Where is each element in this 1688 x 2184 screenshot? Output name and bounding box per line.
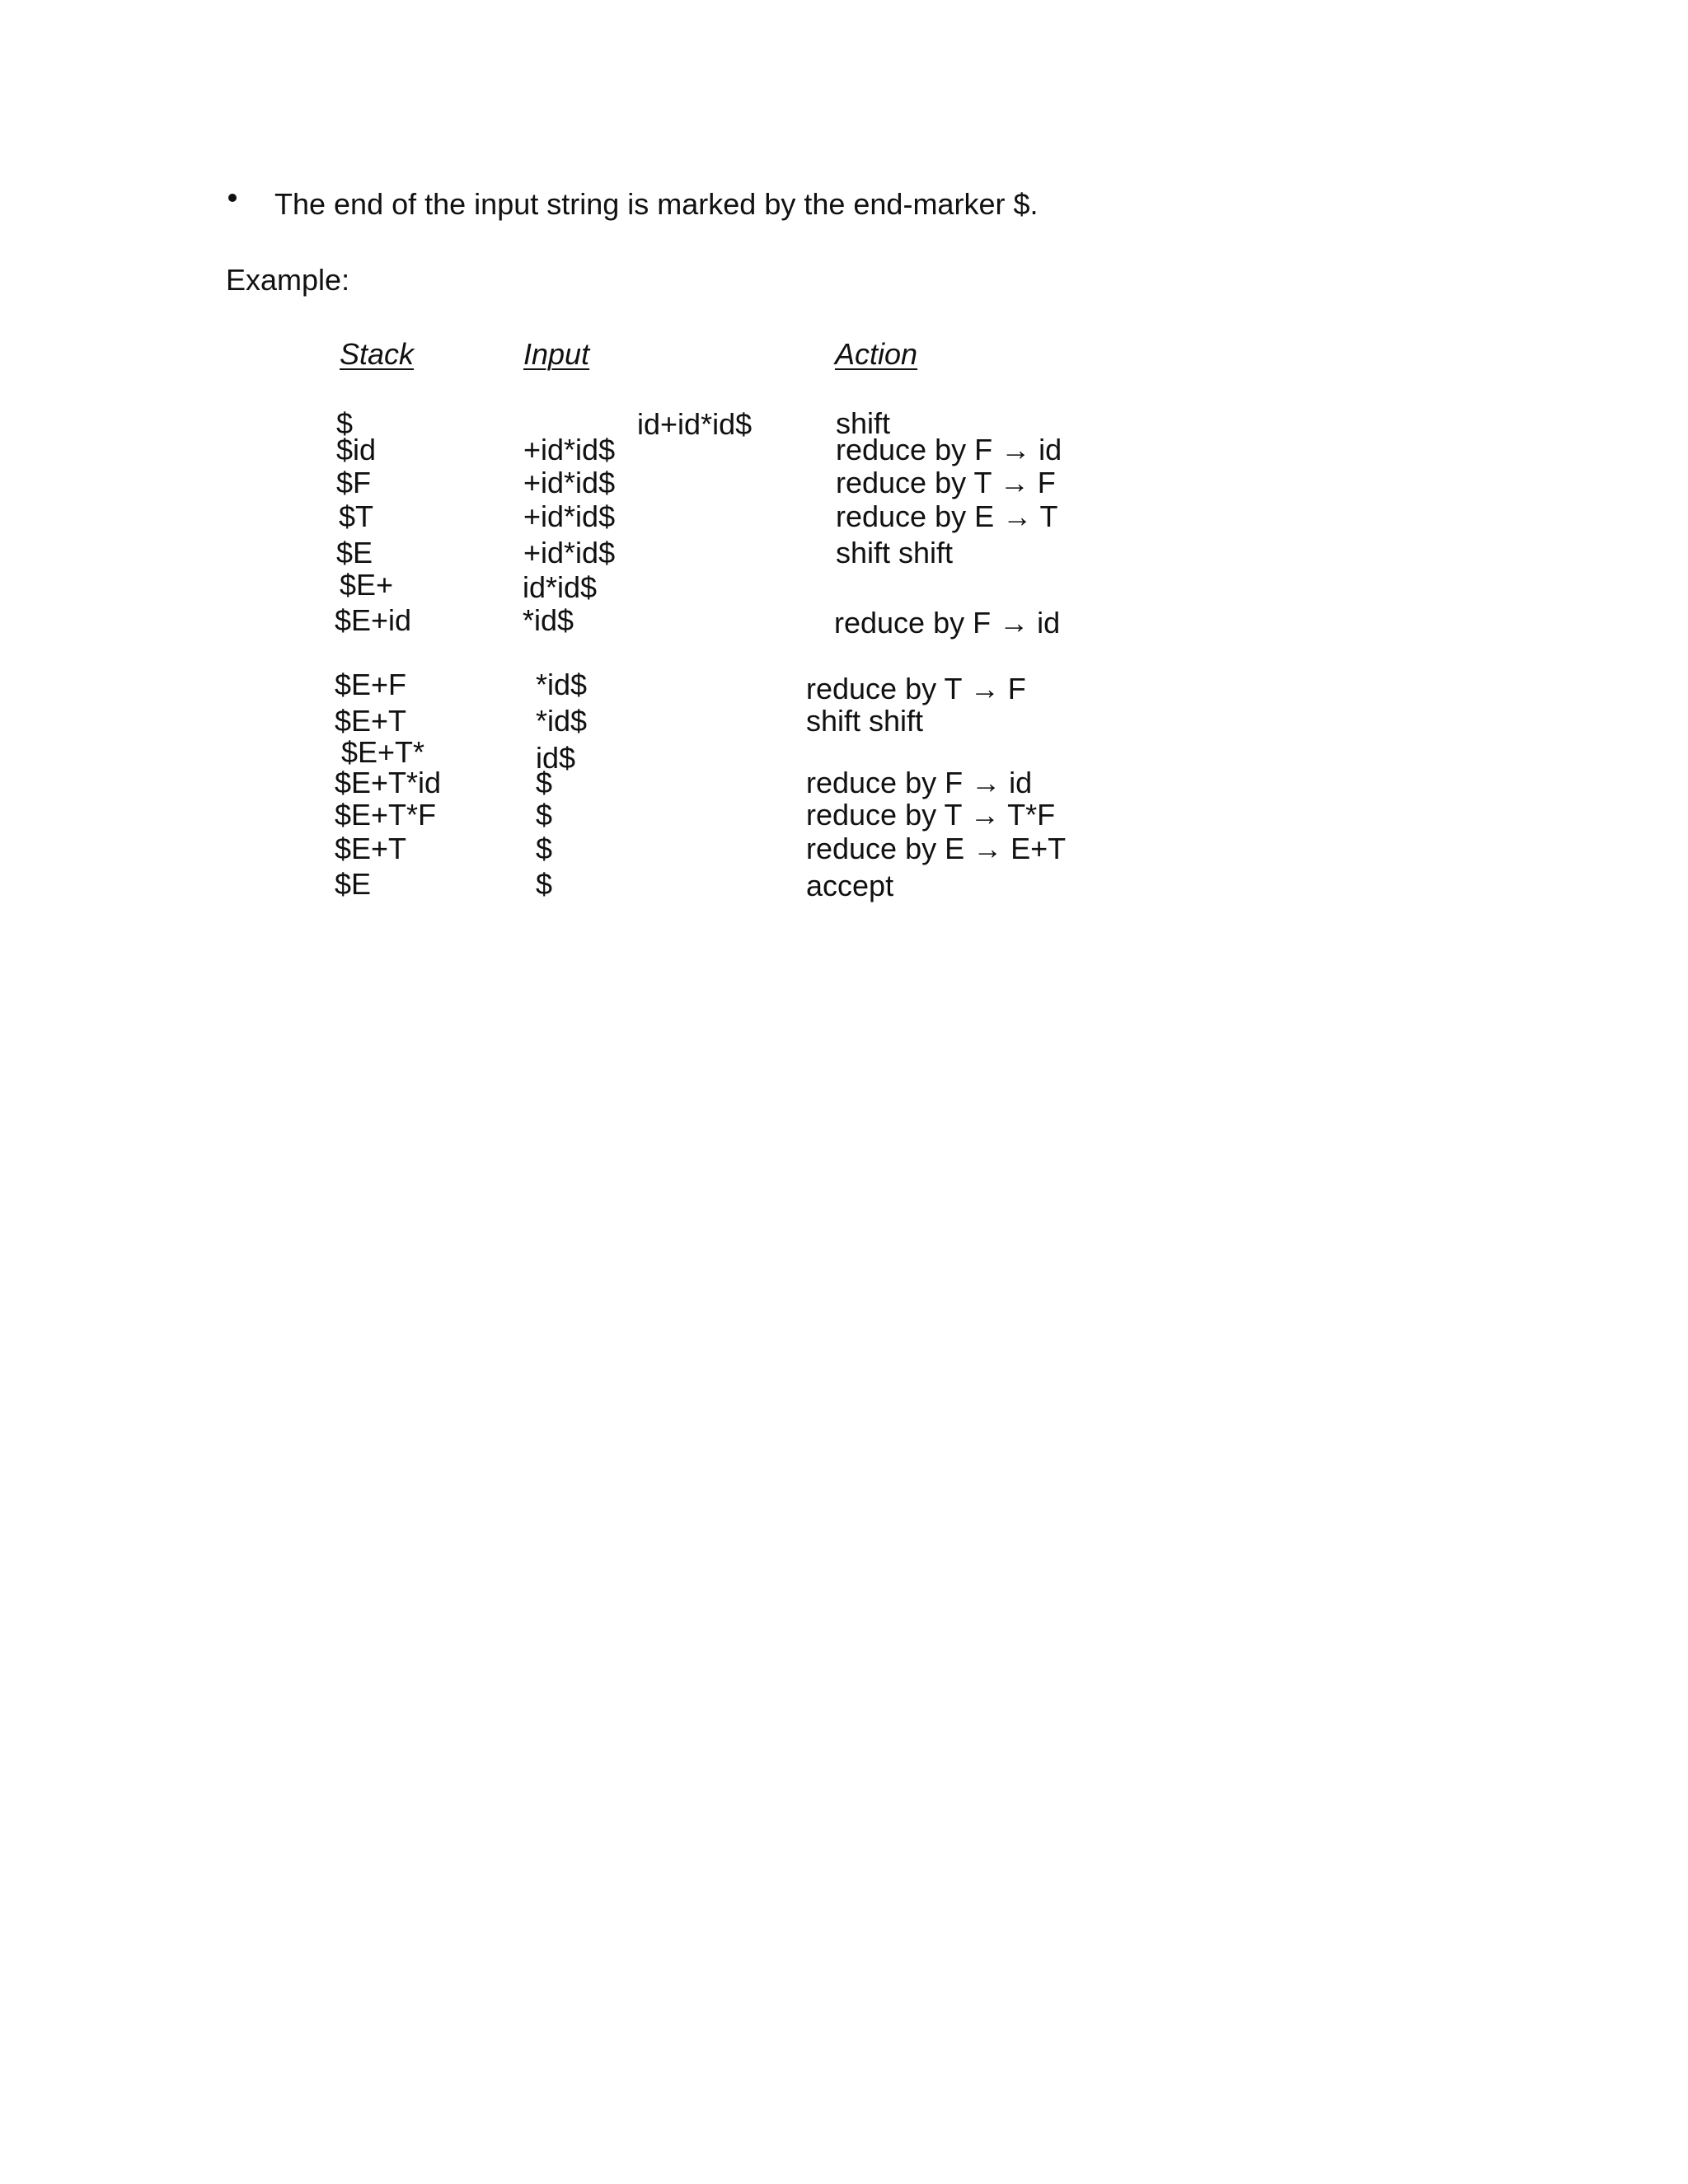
header-action: Action <box>835 337 918 371</box>
row-action: shift shift <box>836 536 954 569</box>
bullet-text: The end of the input string is marked by the end-marker $. <box>274 187 1039 221</box>
row-stack: $ <box>336 406 354 440</box>
row-input: *id$ <box>536 704 588 738</box>
row-input: *id$ <box>523 603 574 637</box>
row-action: reduce by E → T <box>836 499 1058 533</box>
row-action: shift shift <box>806 704 924 738</box>
row-stack: $E+T* <box>341 735 425 769</box>
row-stack: $E+T*id <box>335 766 442 799</box>
first-row-input: id+id*id$ <box>637 407 753 441</box>
row-stack: $id <box>336 433 377 466</box>
row-action: reduce by E → E+T <box>806 832 1067 865</box>
row-action: shift <box>836 406 891 440</box>
row-input: $ <box>536 766 553 799</box>
row-stack: $E+ <box>340 568 394 602</box>
row-input: *id$ <box>536 668 588 701</box>
row-action: reduce by T → T*F <box>806 798 1056 832</box>
row-input: +id*id$ <box>523 433 616 466</box>
row-input: +id*id$ <box>523 499 616 533</box>
row-input: $ <box>536 832 553 865</box>
example-label: Example: <box>226 263 350 297</box>
row-stack: $E+T*F <box>335 798 437 832</box>
row-input: id$ <box>536 741 576 775</box>
row-stack: $E+T <box>335 704 407 738</box>
row-stack: $E+T <box>335 832 407 865</box>
row-input: $ <box>536 867 553 901</box>
row-action: accept <box>806 869 894 902</box>
row-input: +id*id$ <box>523 536 616 569</box>
row-action: reduce by T → F <box>836 466 1056 499</box>
header-stack: Stack <box>340 337 415 371</box>
row-action: reduce by F → id <box>806 766 1033 799</box>
row-stack: $T <box>339 499 374 533</box>
row-stack: $E+F <box>335 668 407 701</box>
row-action: reduce by T → F <box>806 672 1026 705</box>
row-input: +id*id$ <box>523 466 616 499</box>
row-input: $ <box>536 798 553 832</box>
header-input: Input <box>523 337 590 371</box>
row-stack: $E <box>335 867 372 901</box>
row-action: reduce by F → id <box>836 433 1062 466</box>
row-action: reduce by F → id <box>834 606 1061 640</box>
row-stack: $E <box>336 536 373 569</box>
bullet-icon <box>228 194 237 202</box>
row-stack: $E+id <box>335 603 412 637</box>
row-input: id*id$ <box>523 570 598 604</box>
row-stack: $F <box>336 466 372 499</box>
